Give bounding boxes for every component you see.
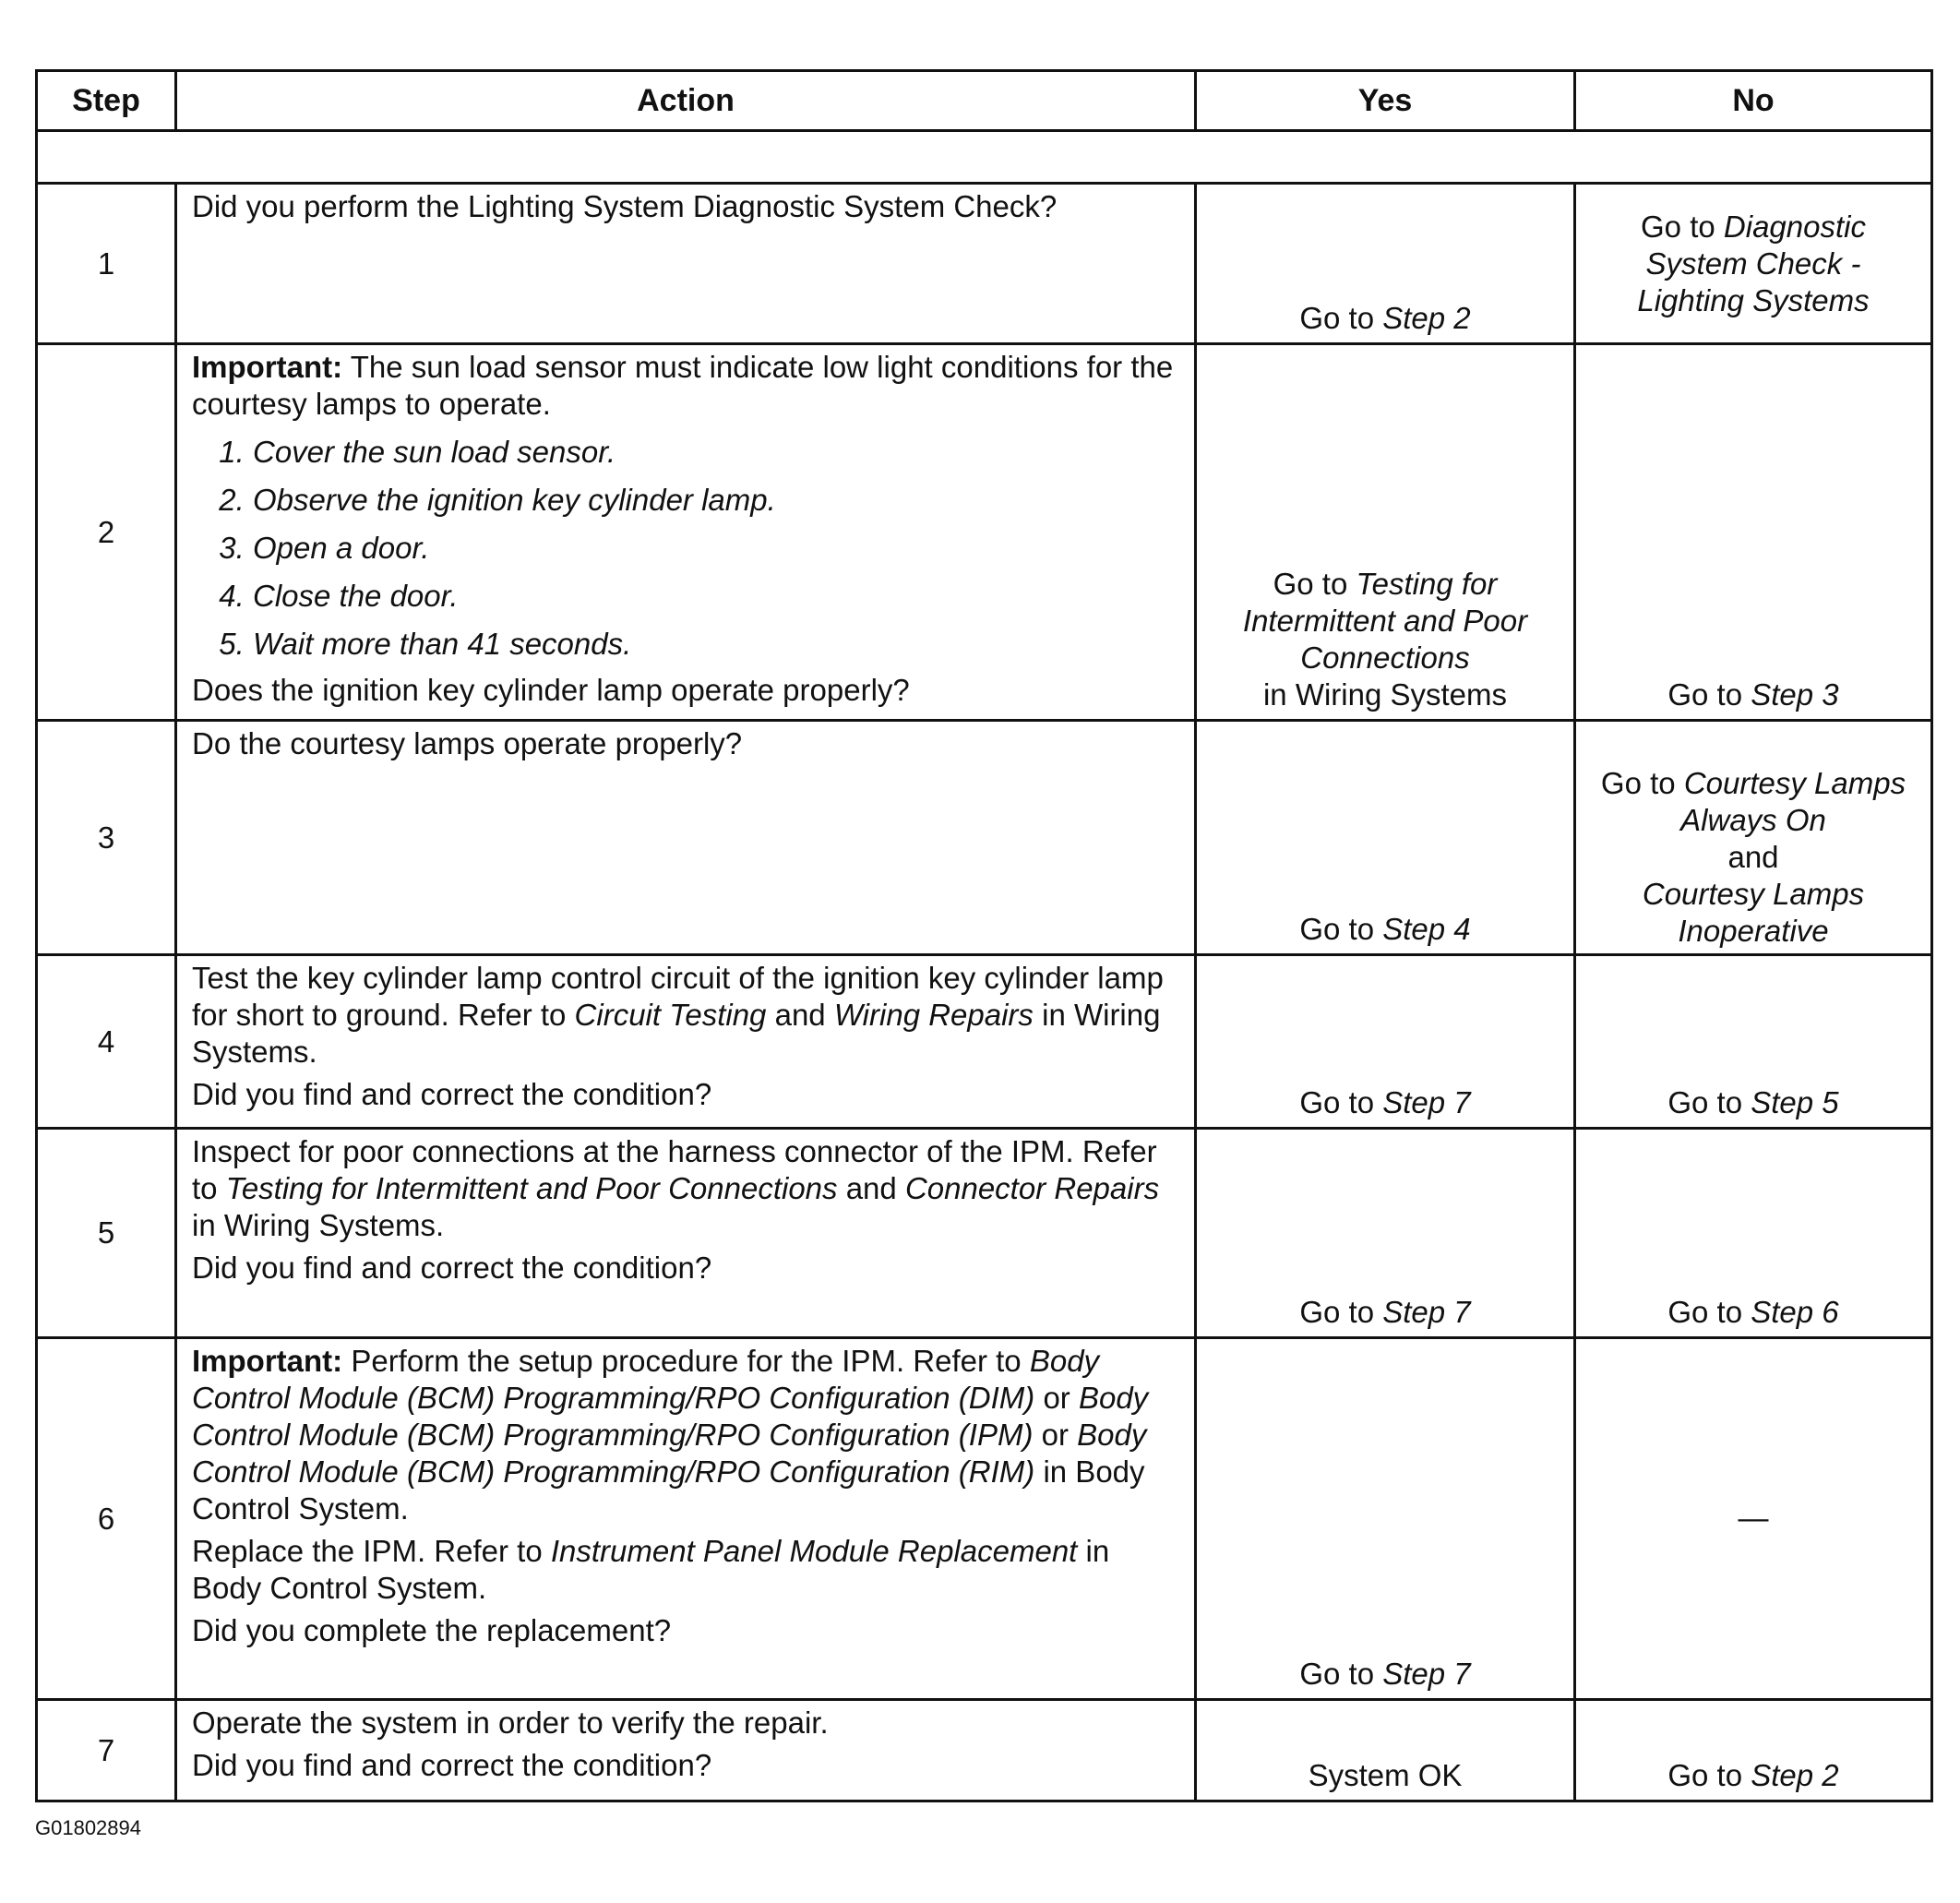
yes-link[interactable]: Step 7 [1382,1085,1471,1119]
no-link[interactable]: Diagnostic System Check - Lighting Systems [1637,209,1870,317]
step-number: 4 [37,955,176,1129]
blank-row [37,131,1932,184]
step-number: 1 [37,184,176,344]
no-link[interactable]: Step 5 [1751,1085,1839,1119]
table-row [37,344,1932,721]
table-row [37,1700,1932,1801]
action-question: Do the courtesy lamps operate properly? [192,726,743,760]
header-no: No [1575,71,1932,131]
action-cell [176,721,1196,955]
yes-cell: System OK [1196,1700,1575,1801]
diagnostic-table [35,69,1933,1802]
yes-cell: Go to Testing for Intermittent and Poor Connections in Wiring Systems [1196,344,1575,721]
ref-link[interactable]: Body Control Module (BCM) Programming/RPO Configuration (IPM) [192,1381,1149,1452]
figure-id: G01802894 [35,1816,141,1839]
ref-link[interactable]: Testing for Intermittent and Poor Connections [225,1171,838,1205]
no-link[interactable]: Courtesy Lamps Inoperative [1642,877,1865,948]
important-label: Important: [192,1344,343,1378]
step-number: 5 [37,1129,176,1338]
no-cell: Go to Step 3 [1575,344,1932,721]
ref-link[interactable]: Wiring Repairs [833,998,1034,1032]
yes-link[interactable]: Step 7 [1382,1295,1471,1329]
table-row [37,1338,1932,1700]
ref-link[interactable]: Instrument Panel Module Replacement [550,1534,1078,1568]
yes-link[interactable]: Step 7 [1382,1657,1471,1691]
no-link[interactable]: Step 3 [1751,677,1839,712]
no-cell: Go to Step 6 [1575,1129,1932,1338]
important-label: Important: [192,350,343,384]
action-cell [176,184,1196,344]
no-link[interactable]: Step 2 [1751,1758,1839,1792]
procedure-list [192,428,1181,668]
yes-cell: Go to Step 2 [1196,184,1575,344]
list-item: 5. Wait more than 41 seconds. [253,620,1181,668]
step-number: 3 [37,721,176,955]
list-item: 2. Observe the ignition key cylinder lamp. [253,476,1181,524]
ref-link[interactable]: Body Control Module (BCM) Programming/RPO Configuration (RIM) [192,1418,1147,1489]
step-number: 6 [37,1338,176,1700]
yes-cell: Go to Step 7 [1196,1129,1575,1338]
no-link[interactable]: Courtesy Lamps Always On [1680,766,1906,837]
table-row [37,1129,1932,1338]
action-cell: Important: The sun load sensor must indicate low light conditions for the courtesy lamps to operate. 1. Cover the sun load sensor. 2. Observe the ignition key cylinder lamp. 3. Open a door. 4. Close the door. 5. Wait more than 41 seconds. Does the ignition key cylinder lamp operate properly? [176,344,1196,721]
table-row [37,184,1932,344]
no-cell: Go to Step 5 [1575,955,1932,1129]
yes-cell: Go to Step 7 [1196,1338,1575,1700]
no-cell: — [1575,1338,1932,1700]
action-question: Did you find and correct the condition? [192,1748,712,1782]
table-row [37,955,1932,1129]
step-number: 2 [37,344,176,721]
yes-cell: Go to Step 7 [1196,955,1575,1129]
ref-link[interactable]: Connector Repairs [904,1171,1160,1205]
step-number: 7 [37,1700,176,1801]
action-question: Did you complete the replacement? [192,1613,672,1647]
header-yes: Yes [1196,71,1575,131]
action-cell: Operate the system in order to verify the repair. Did you find and correct the condition? [176,1700,1196,1801]
action-cell: Test the key cylinder lamp control circuit of the ignition key cylinder lamp for short to ground. Refer to Circuit Testing and Wiring Repairs in Wiring Systems. Did you find and correct the condition? [176,955,1196,1129]
ref-link[interactable]: Circuit Testing [574,998,767,1032]
no-cell: Go to Diagnostic System Check - Lighting Systems [1575,184,1932,344]
action-cell: Inspect for poor connections at the harness connector of the IPM. Refer to Testing for Intermittent and Poor Connections and Connector Repairs in Wiring Systems. Did you find and correct the condition? [176,1129,1196,1338]
list-item: 4. Close the door. [253,572,1181,620]
list-item: 3. Open a door. [253,524,1181,572]
action-question: Does the ignition key cylinder lamp operate properly? [192,673,910,707]
no-cell: Go to Courtesy Lamps Always On and Courtesy Lamps Inoperative [1575,721,1932,955]
yes-link[interactable]: Step 4 [1382,912,1471,946]
action-question: Did you find and correct the condition? [192,1251,712,1285]
yes-link[interactable]: Testing for Intermittent and Poor Connections [1242,567,1528,675]
action-question: Did you find and correct the condition? [192,1077,712,1111]
action-question: Did you perform the Lighting System Diagnostic System Check? [192,189,1058,223]
list-item: 1. Cover the sun load sensor. [253,428,1181,476]
action-cell: Important: Perform the setup procedure for the IPM. Refer to Body Control Module (BCM) Programming/RPO Configuration (DIM) or Body Control Module (BCM) Programming/RPO Configuration (IPM) or Body Control Module (BCM) Programming/RPO Configuration (RIM) in Body Control System. Replace the IPM. Refer to Instrument Panel Module Replacement in Body Control System. Did you complete the replacement? [176,1338,1196,1700]
no-link[interactable]: Step 6 [1751,1295,1839,1329]
no-cell: Go to Step 2 [1575,1700,1932,1801]
header-action: Action [176,71,1196,131]
header-row [37,71,1932,131]
yes-link[interactable]: Step 2 [1382,301,1471,335]
header-step: Step [37,71,176,131]
yes-cell: Go to Step 4 [1196,721,1575,955]
ref-link[interactable]: Body Control Module (BCM) Programming/RPO Configuration (DIM) [192,1344,1100,1415]
table-row [37,721,1932,955]
